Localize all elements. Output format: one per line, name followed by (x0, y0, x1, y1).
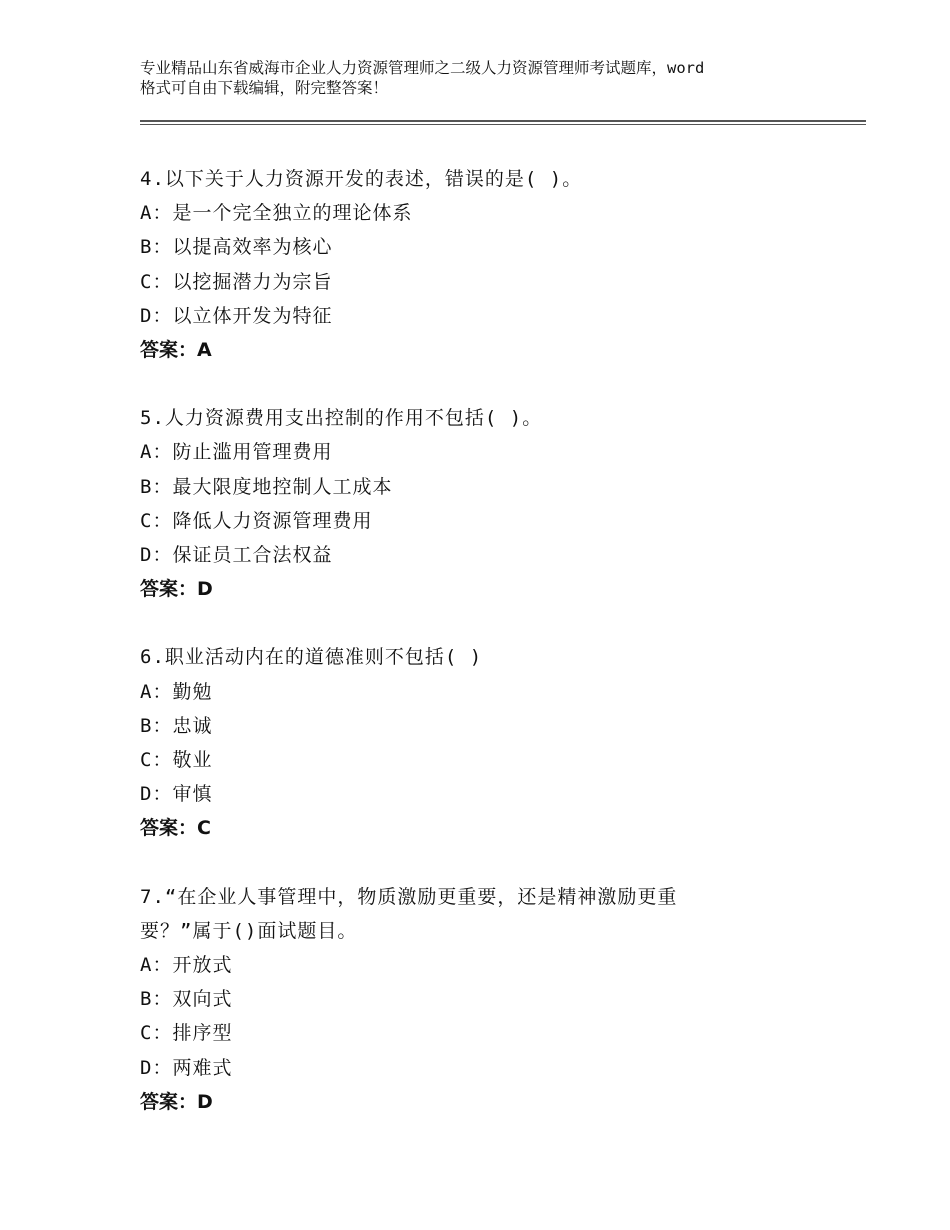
answer-label: 答案：D (140, 1090, 213, 1113)
question-list (140, 162, 840, 1153)
option-d: D：以立体开发为特征 (140, 304, 333, 327)
option-d: D：两难式 (140, 1056, 233, 1079)
document-header (140, 58, 840, 98)
option-a: A：勤勉 (140, 680, 213, 703)
answer-label: 答案：A (140, 339, 212, 362)
option-b: B：忠诚 (140, 714, 213, 737)
question-7 (140, 880, 840, 1119)
option-c: C：以挖掘潜力为宗旨 (140, 270, 333, 293)
header-divider-thick (140, 120, 866, 122)
option-c: C：排序型 (140, 1022, 233, 1045)
question-5 (140, 401, 840, 606)
question-stem-line-2: 要？”属于()面试题目。 (140, 919, 358, 942)
header-line-2: 格式可自由下载编辑，附完整答案！ (140, 79, 389, 97)
question-stem-line-1: 7.“在企业人事管理中，物质激励更重要，还是精神激励更重 (140, 885, 678, 908)
option-c: C：降低人力资源管理费用 (140, 509, 373, 532)
option-a: A：防止滥用管理费用 (140, 441, 333, 464)
option-b: B：最大限度地控制人工成本 (140, 475, 393, 498)
answer-label: 答案：D (140, 578, 213, 601)
question-stem: 4.以下关于人力资源开发的表述，错误的是( )。 (140, 168, 583, 190)
option-b: B：以提高效率为核心 (140, 236, 333, 259)
option-c: C：敬业 (140, 749, 213, 772)
question-stem: 5.人力资源费用支出控制的作用不包括( )。 (140, 407, 543, 430)
option-b: B：双向式 (140, 988, 233, 1011)
question-6 (140, 640, 840, 845)
option-d: D：保证员工合法权益 (140, 544, 333, 567)
answer-label: 答案：C (140, 817, 211, 840)
option-d: D：审慎 (140, 783, 213, 806)
header-divider-thin (140, 124, 866, 125)
question-stem: 6.职业活动内在的道德准则不包括( ) (140, 646, 483, 669)
question-4 (140, 162, 840, 367)
option-a: A：是一个完全独立的理论体系 (140, 202, 413, 225)
option-a: A：开放式 (140, 954, 233, 977)
header-line-1: 专业精品山东省威海市企业人力资源管理师之二级人力资源管理师考试题库，word (140, 59, 705, 77)
